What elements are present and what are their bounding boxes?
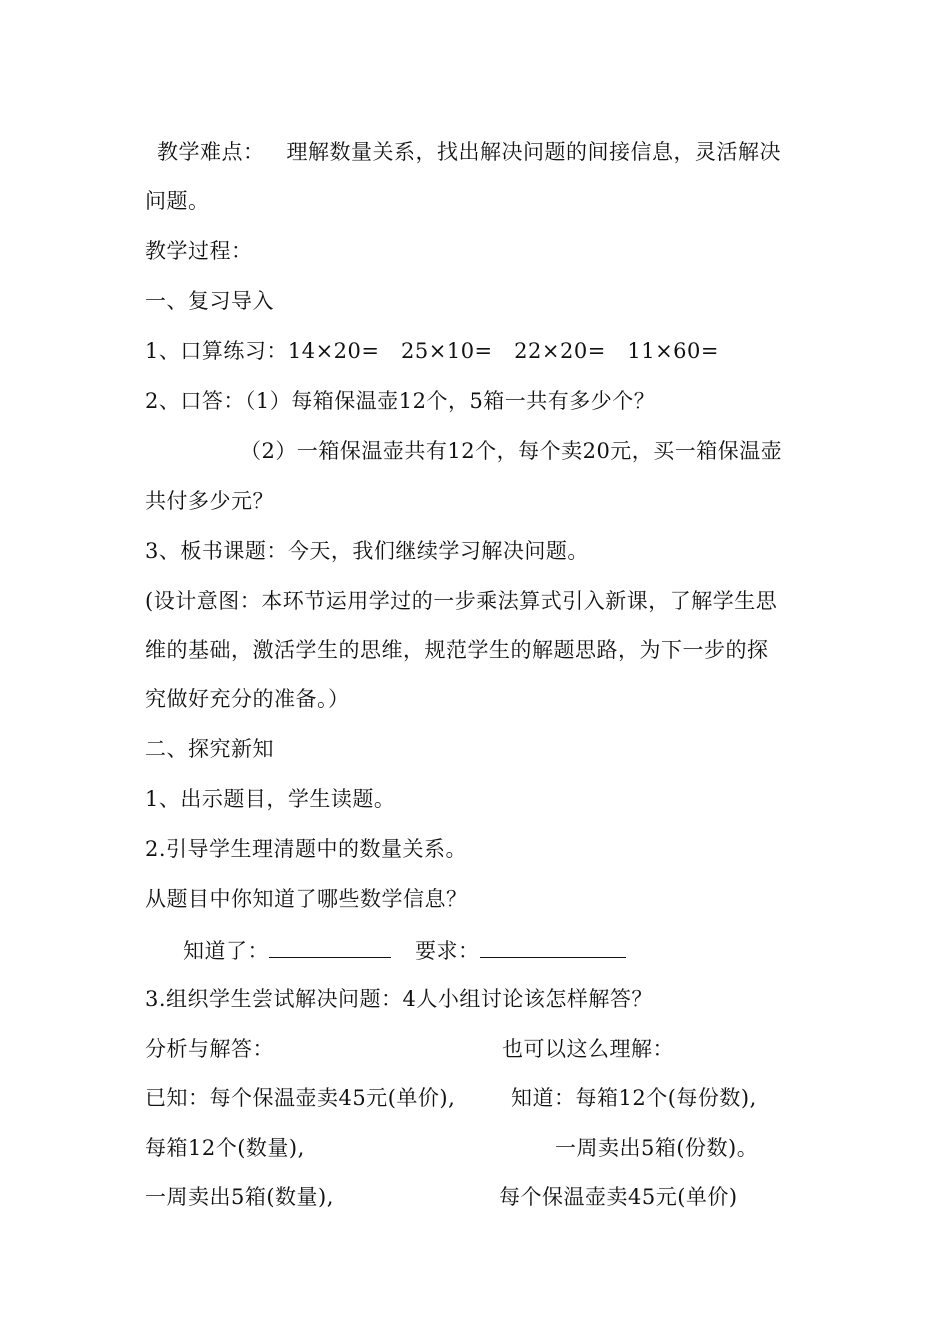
known-label: 知道了： (183, 939, 269, 963)
ask-blank[interactable] (480, 935, 626, 958)
design-intent-2: 维的基础，激活学生的思维，规范学生的解题思路，为下一步的探 (145, 638, 769, 662)
process-heading: 教学过程： (145, 239, 253, 263)
known-right-3: 每个保温壶卖45元(单价) (499, 1185, 738, 1209)
explore-item-2: 2.引导学生理清题中的数量关系。 (145, 837, 468, 861)
analysis-heading: 分析与解答： (145, 1037, 274, 1061)
alt-heading: 也可以这么理解： (502, 1037, 674, 1061)
design-intent-3: 究做好充分的准备。） (145, 687, 350, 711)
known-blank[interactable] (269, 935, 391, 958)
board-title-item: 3、板书课题：今天，我们继续学习解决问题。 (145, 539, 589, 563)
section-2-heading: 二、探究新知 (145, 737, 274, 761)
oral-calc-item: 1、口算练习：14×20= 25×10= 22×20= 11×60= (145, 339, 719, 363)
oral-answer-sub2: （2）一箱保温壶共有12个，每个卖20元，买一箱保温壶 (240, 439, 783, 463)
explore-item-1: 1、出示题目，学生读题。 (145, 787, 396, 811)
section-1-heading: 一、复习导入 (145, 289, 274, 313)
known-left-2: 每箱12个(数量), (145, 1136, 305, 1160)
difficulty-text: 理解数量关系，找出解决问题的间接信息，灵活解决 (286, 140, 781, 164)
known-right-2: 一周卖出5箱(份数)。 (555, 1136, 759, 1160)
explore-question: 从题目中你知道了哪些数学信息？ (145, 887, 468, 911)
known-left-1: 已知：每个保温壶卖45元(单价), (145, 1086, 456, 1110)
design-intent-1: (设计意图：本环节运用学过的一步乘法算式引入新课，了解学生思 (145, 589, 778, 613)
oral-answer-item: 2、口答：（1）每箱保温壶12个，5箱一共有多少个？ (145, 389, 656, 413)
difficulty-line (157, 138, 781, 166)
explore-item-3: 3.组织学生尝试解决问题：4人小组讨论该怎样解答？ (145, 987, 653, 1011)
fill-in-line (183, 935, 626, 965)
known-right-1: 知道：每箱12个(每份数), (511, 1086, 757, 1110)
known-left-3: 一周卖出5箱(数量), (145, 1185, 334, 1209)
difficulty-text-cont: 问题。 (145, 189, 210, 213)
ask-label: 要求： (415, 939, 480, 963)
difficulty-label: 教学难点： (157, 140, 265, 164)
oral-answer-sub2-cont: 共付多少元？ (145, 489, 274, 513)
